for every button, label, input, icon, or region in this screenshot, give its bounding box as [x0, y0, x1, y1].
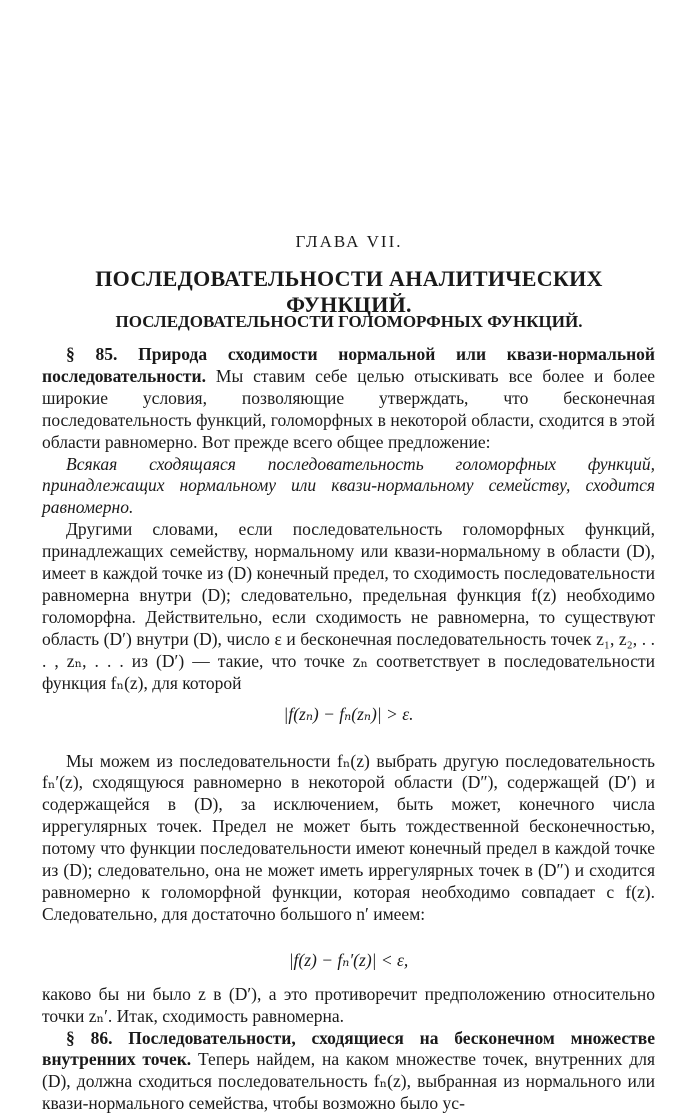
formula-inequality-1: |f(zₙ) − fₙ(zₙ)| > ε. [283, 703, 414, 724]
body-text [42, 344, 655, 1115]
section-title: ПОСЛЕДОВАТЕЛЬНОСТИ ГОЛОМОРФНЫХ ФУНКЦИЙ. [115, 312, 583, 331]
theorem-statement: Всякая сходящаяся последовательность голоморфных функций, принадлежащих нормальному или квази-нормальному семейству, сходится равномерно. [42, 453, 655, 518]
section-86-text: Теперь найдем, на каком множестве точек, внутренних для (D), должна сходиться последовательность fₙ(z), выбранная из нормального или квази-нормального семейства, чтобы возможно было ус- [42, 1049, 655, 1114]
section-85-text: Мы ставим себе целью отыскивать все более и более широкие условия, позволяющие утверждать, что бесконечная последовательность функций, голоморфных в некоторой области, сходится в этой области равномерно. Вот прежде всего общее предложение: [42, 365, 655, 452]
paragraph-86 [42, 1028, 655, 1115]
chapter-title: ПОСЛЕДОВАТЕЛЬНОСТИ АНАЛИТИЧЕСКИХ ФУНКЦИЙ. [95, 266, 603, 317]
proof-paragraph-2: Мы можем из последовательности fₙ(z) выбрать другую последовательность fₙ′(z), сходящуюся равномерно в некоторой области (D″), содержащей (D′) и содержащейся в (D), за исключением, быть может, конечного числа иррегулярных точек. Предел не может быть тождественной бесконечностью, потому что функции последовательности имеют конечный предел в каждой точке из (D); следовательно, она не может иметь иррегулярных точек в (D″) и сходится равномерно к голоморфной функции, которая необходимо совпадает с f(z). Следовательно, для достаточно большого n′ имеем: [42, 750, 655, 924]
chapter-label: ГЛАВА VII. [295, 232, 403, 251]
proof-paragraph-1: Другими словами, если последовательность голоморфных функций, принадлежащих семейству, нормальному или квази-нормальному в области (D), имеет в каждой точке из (D) конечный предел, то сходимость последовательности равномерна внутри (D); следовательно, предельная функция f(z) необходимо голоморфна. Действительно, если сходимость не равномерна, то существуют область (D′) внутри (D), число ε и бесконечная последовательность точек z₁, z₂, . . . , zₙ, . . . из (D′) — такие, что точке zₙ соответствует в последовательности функция fₙ(z), для которой [42, 519, 655, 693]
formula-inequality-2: |f(z) − fₙ′(z)| < ε, [288, 949, 409, 970]
paragraph-85 [42, 344, 655, 454]
section-86-heading: § 86. Последовательности, сходящиеся на бесконечном множестве внутренних точек. [42, 1027, 655, 1070]
proof-paragraph-3: каково бы ни было z в (D′), а это противоречит предположению относительно точки zₙ′. Итак, сходимость равномерна. [42, 983, 655, 1026]
section-85-heading: § 85. Природа сходимости нормальной или квази-нормальной последовательности. [42, 344, 655, 386]
